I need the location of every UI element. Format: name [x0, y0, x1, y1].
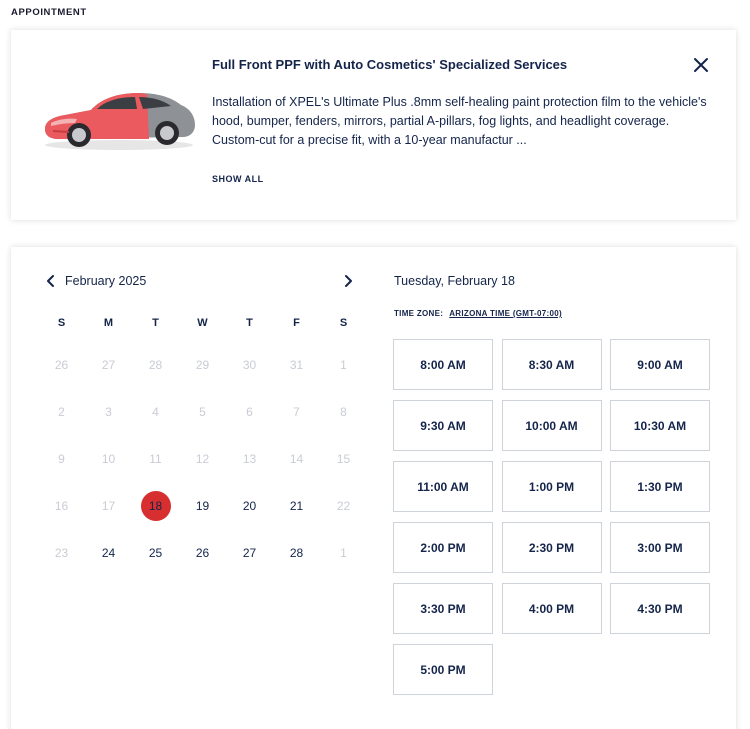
calendar-day-number: 6: [246, 404, 253, 419]
weekday-label: M: [103, 317, 114, 329]
weekday-label: T: [152, 317, 159, 329]
service-description: Installation of XPEL's Ultimate Plus .8mm self-healing paint protection film to the vehicle's hood, bumper, fenders, mirrors, partial A-pillars, fog lights, and headlight coverage. Custom-cut for a precise fit, with a 10-year manufactur ...: [212, 95, 707, 147]
calendar-day: [38, 529, 85, 576]
calendar-day[interactable]: [226, 529, 273, 576]
calendar-day-number: 7: [293, 404, 300, 419]
calendar-day[interactable]: [273, 482, 320, 529]
calendar-day: [320, 341, 367, 388]
calendar-day-number: 19: [195, 498, 210, 513]
calendar-day[interactable]: [179, 529, 226, 576]
time-slot-button[interactable]: 8:30 AM: [502, 339, 602, 390]
calendar-day-number: 10: [101, 451, 116, 466]
calendar-day-number: 11: [149, 451, 162, 466]
calendar-day-number: 13: [242, 451, 257, 466]
calendar-day-number: 14: [289, 451, 304, 466]
month-label: February 2025: [65, 274, 147, 288]
time-slot-button[interactable]: 9:30 AM: [393, 400, 493, 451]
calendar-day-number: 9: [58, 451, 65, 466]
calendar-day: [320, 435, 367, 482]
calendar-day: [273, 435, 320, 482]
close-icon[interactable]: [693, 57, 709, 73]
service-title: Full Front PPF with Auto Cosmetics' Specialized Services: [212, 57, 568, 72]
calendar-day-number: 3: [105, 404, 112, 419]
calendar-day-number: 26: [195, 545, 210, 560]
page-heading: APPOINTMENT: [11, 7, 87, 18]
weekday-label: F: [293, 317, 300, 329]
time-slot-button[interactable]: 10:00 AM: [502, 400, 602, 451]
calendar-day-number: 27: [242, 545, 257, 560]
calendar-day-number: 12: [195, 451, 210, 466]
calendar-day-number: 28: [148, 357, 163, 372]
calendar-day-number: 1: [340, 545, 347, 560]
weekday-label: S: [339, 317, 348, 329]
chevron-right-icon[interactable]: [342, 274, 354, 288]
calendar-day: [273, 341, 320, 388]
calendar-day[interactable]: [132, 529, 179, 576]
time-slot-button[interactable]: 2:30 PM: [502, 522, 602, 573]
calendar-day: [38, 341, 85, 388]
calendar-day: [320, 482, 367, 529]
calendar-day: [38, 388, 85, 435]
time-slot-button[interactable]: 4:30 PM: [610, 583, 710, 634]
time-slot-button[interactable]: 5:00 PM: [393, 644, 493, 695]
weekday-label: S: [57, 317, 66, 329]
calendar-day: [85, 482, 132, 529]
calendar-day-number: 31: [289, 357, 304, 372]
timezone-row: [394, 309, 562, 318]
time-slot-button[interactable]: 3:00 PM: [610, 522, 710, 573]
calendar-day-number: 24: [101, 545, 116, 560]
calendar-day-number: 27: [101, 357, 116, 372]
show-all-link[interactable]: SHOW ALL: [212, 174, 264, 184]
calendar-day: [132, 341, 179, 388]
calendar-day-number: 29: [195, 357, 210, 372]
calendar-day: [320, 388, 367, 435]
calendar-day: [132, 388, 179, 435]
timezone-link[interactable]: ARIZONA TIME (GMT-07:00): [449, 309, 562, 318]
calendar-day-number: 8: [340, 404, 347, 419]
car-image: [39, 77, 199, 153]
scheduler-card: [11, 247, 736, 729]
calendar-day-number: 28: [289, 545, 304, 560]
calendar-day[interactable]: [179, 482, 226, 529]
calendar-day: [85, 388, 132, 435]
calendar-day: [226, 388, 273, 435]
weekday-label: W: [197, 317, 208, 329]
calendar-day: [226, 341, 273, 388]
chevron-left-icon[interactable]: [45, 274, 57, 288]
time-slot-button[interactable]: 1:00 PM: [502, 461, 602, 512]
selected-date: Tuesday, February 18: [394, 274, 515, 288]
timezone-label: TIME ZONE:: [394, 309, 444, 318]
time-slot-button[interactable]: 4:00 PM: [502, 583, 602, 634]
calendar-day-number: 20: [242, 498, 257, 513]
time-slot-button[interactable]: 1:30 PM: [610, 461, 710, 512]
calendar-day: [273, 388, 320, 435]
time-slot-button[interactable]: 2:00 PM: [393, 522, 493, 573]
time-slot-grid: [393, 339, 711, 695]
calendar-day: [85, 435, 132, 482]
calendar-day-number: 23: [54, 545, 69, 560]
calendar-day: [226, 435, 273, 482]
calendar-day-number: 18: [141, 491, 171, 521]
calendar-day-number: 30: [242, 357, 257, 372]
weekday-label: T: [246, 317, 253, 329]
calendar-day: [132, 435, 179, 482]
calendar-day[interactable]: [85, 529, 132, 576]
calendar-day[interactable]: [273, 529, 320, 576]
time-slot-button[interactable]: 9:00 AM: [610, 339, 710, 390]
calendar-day[interactable]: [226, 482, 273, 529]
calendar-day: [179, 388, 226, 435]
calendar-day-number: 5: [199, 404, 206, 419]
time-slot-button[interactable]: 11:00 AM: [393, 461, 493, 512]
calendar-day-number: 25: [148, 545, 163, 560]
calendar-day-number: 1: [340, 357, 347, 372]
calendar-day: [179, 435, 226, 482]
calendar-day: [320, 529, 367, 576]
calendar-day-number: 2: [58, 404, 65, 419]
calendar-day: [179, 341, 226, 388]
calendar-day-selected[interactable]: [132, 482, 179, 529]
time-slot-button[interactable]: 8:00 AM: [393, 339, 493, 390]
weekday-header: [38, 317, 367, 329]
calendar-day-number: 22: [336, 498, 351, 513]
calendar-day-number: 26: [54, 357, 69, 372]
calendar-day-number: 21: [289, 498, 304, 513]
time-slot-button[interactable]: 10:30 AM: [610, 400, 710, 451]
calendar-day: [38, 435, 85, 482]
service-card: [11, 30, 736, 220]
time-slot-button[interactable]: 3:30 PM: [393, 583, 493, 634]
calendar-day: [85, 341, 132, 388]
calendar-day-number: 17: [101, 498, 116, 513]
calendar-day-number: 16: [54, 498, 69, 513]
calendar-day: [38, 482, 85, 529]
calendar-day-number: 15: [336, 451, 351, 466]
calendar-day-number: 4: [152, 404, 159, 419]
calendar-grid: [38, 341, 367, 576]
